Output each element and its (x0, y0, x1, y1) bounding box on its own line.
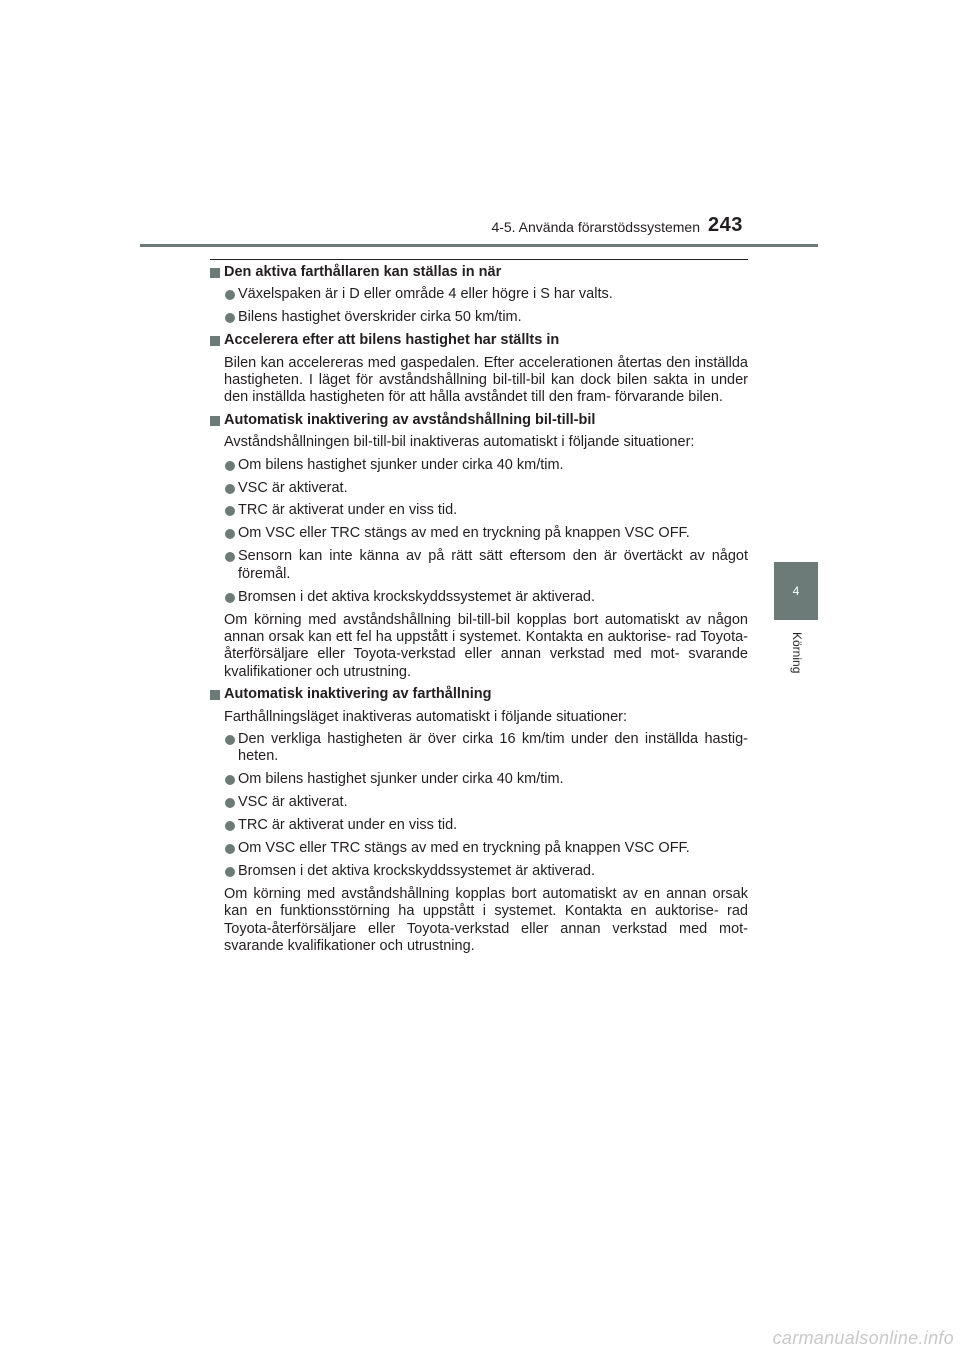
list-item (210, 286, 748, 303)
list-item (210, 817, 748, 834)
list-item-text: Om bilens hastighet sjunker under cirka 40 km/tim. (238, 456, 564, 473)
page-content (210, 264, 748, 960)
square-bullet-icon (210, 336, 220, 346)
list-item-text: Sensorn kan inte känna av på rätt sätt eftersom den är övertäckt av något föremål. (238, 548, 748, 582)
list-item (210, 771, 748, 788)
list-item (210, 794, 748, 811)
circle-bullet-icon (225, 552, 235, 562)
chapter-number: 4 (792, 584, 800, 598)
list-item-text: Om bilens hastighet sjunker under cirka 40 km/tim. (238, 771, 564, 788)
watermark[interactable]: carmanualsonline.info (772, 1328, 954, 1348)
list-item-text: Den verkliga hastigheten är över cirka 16 km/tim under den inställda hastig- heten. (238, 730, 748, 765)
list-item (210, 731, 748, 766)
header-divider (140, 244, 818, 247)
body-paragraph: Avståndshållningen bil-till-bil inaktiveras automatiskt i följande situationer: (224, 434, 695, 451)
section-heading-text: Automatisk inaktivering av avståndshållning bil-till-bil (224, 411, 596, 428)
circle-bullet-icon (225, 529, 235, 539)
list-item-text: Bromsen i det aktiva krockskyddssystemet är aktiverad. (238, 588, 595, 605)
list-item (210, 840, 748, 857)
list-item (210, 589, 748, 606)
list-item-text: Bromsen i det aktiva krockskyddssystemet är aktiverad. (238, 862, 595, 879)
circle-bullet-icon (225, 484, 235, 494)
square-bullet-icon (210, 690, 220, 700)
section-heading-text: Accelerera efter att bilens hastighet har ställts in (224, 332, 560, 349)
section-heading (210, 264, 748, 281)
list-item-text: Växelspaken är i D eller område 4 eller högre i S har valts. (238, 286, 613, 303)
circle-bullet-icon (225, 867, 235, 877)
list-item (210, 863, 748, 880)
list-item-text: Om VSC eller TRC stängs av med en tryckning på knappen VSC OFF. (238, 839, 690, 856)
list-item-text: VSC är aktiverat. (238, 479, 348, 496)
list-item (210, 480, 748, 497)
list-item-text: TRC är aktiverat under en viss tid. (238, 817, 458, 834)
circle-bullet-icon (225, 821, 235, 831)
chapter-label: Körning (790, 632, 804, 674)
section-heading (210, 412, 748, 429)
list-item-text: TRC är aktiverat under en viss tid. (238, 502, 458, 519)
body-paragraph: Farthållningsläget inaktiveras automatiskt i följande situationer: (224, 708, 627, 725)
body-paragraph: Bilen kan accelereras med gaspedalen. Efter accelerationen återtas den inställda hastigheten. I läget för avståndshållning bil-till-bil kan dock bilen sakta in under den inställda hastigheten för att hålla avståndet till den fram- förvarande bilen. (224, 354, 748, 406)
circle-bullet-icon (225, 798, 235, 808)
circle-bullet-icon (225, 506, 235, 516)
page-number: 243 (708, 214, 743, 236)
list-item (210, 309, 748, 326)
list-item (210, 457, 748, 474)
chapter-tab (774, 562, 818, 620)
list-item (210, 525, 748, 542)
list-item-text: VSC är aktiverat. (238, 794, 348, 811)
section-heading (210, 332, 748, 349)
list-item (210, 548, 748, 583)
circle-bullet-icon (225, 313, 235, 323)
square-bullet-icon (210, 268, 220, 278)
body-paragraph: Om körning med avståndshållning bil-till-bil kopplas bort automatiskt av någon annan orsak kan ett fel ha uppstått i systemet. Kontakta en auktorise- rad Toyota-återförsäljare eller Toyota-verkstad eller annan verkstad med mot- svarande kvalifikationer och utrustning. (224, 611, 748, 680)
section-heading-text: Automatisk inaktivering av farthållning (224, 686, 492, 703)
section-title: 4-5. Använda förarstödssystemen (491, 219, 700, 235)
list-item (210, 502, 748, 519)
circle-bullet-icon (225, 735, 235, 745)
section-heading (210, 686, 748, 703)
list-item-text: Bilens hastighet överskrider cirka 50 km/tim. (238, 309, 522, 326)
circle-bullet-icon (225, 593, 235, 603)
list-item-text: Om VSC eller TRC stängs av med en tryckning på knappen VSC OFF. (238, 525, 690, 542)
body-paragraph: Om körning med avståndshållning kopplas bort automatiskt av en annan orsak kan en funktionsstörning ha uppstått i systemet. Kontakta en auktorise- rad Toyota-återförsäljare eller Toyota-verkstad eller annan verkstad med mot- svarande kvalifikationer och utrustning. (224, 885, 748, 954)
circle-bullet-icon (225, 844, 235, 854)
section-heading-text: Den aktiva farthållaren kan ställas in när (224, 264, 502, 280)
circle-bullet-icon (225, 775, 235, 785)
content-divider (210, 259, 748, 260)
circle-bullet-icon (225, 290, 235, 300)
square-bullet-icon (210, 416, 220, 426)
circle-bullet-icon (225, 461, 235, 471)
